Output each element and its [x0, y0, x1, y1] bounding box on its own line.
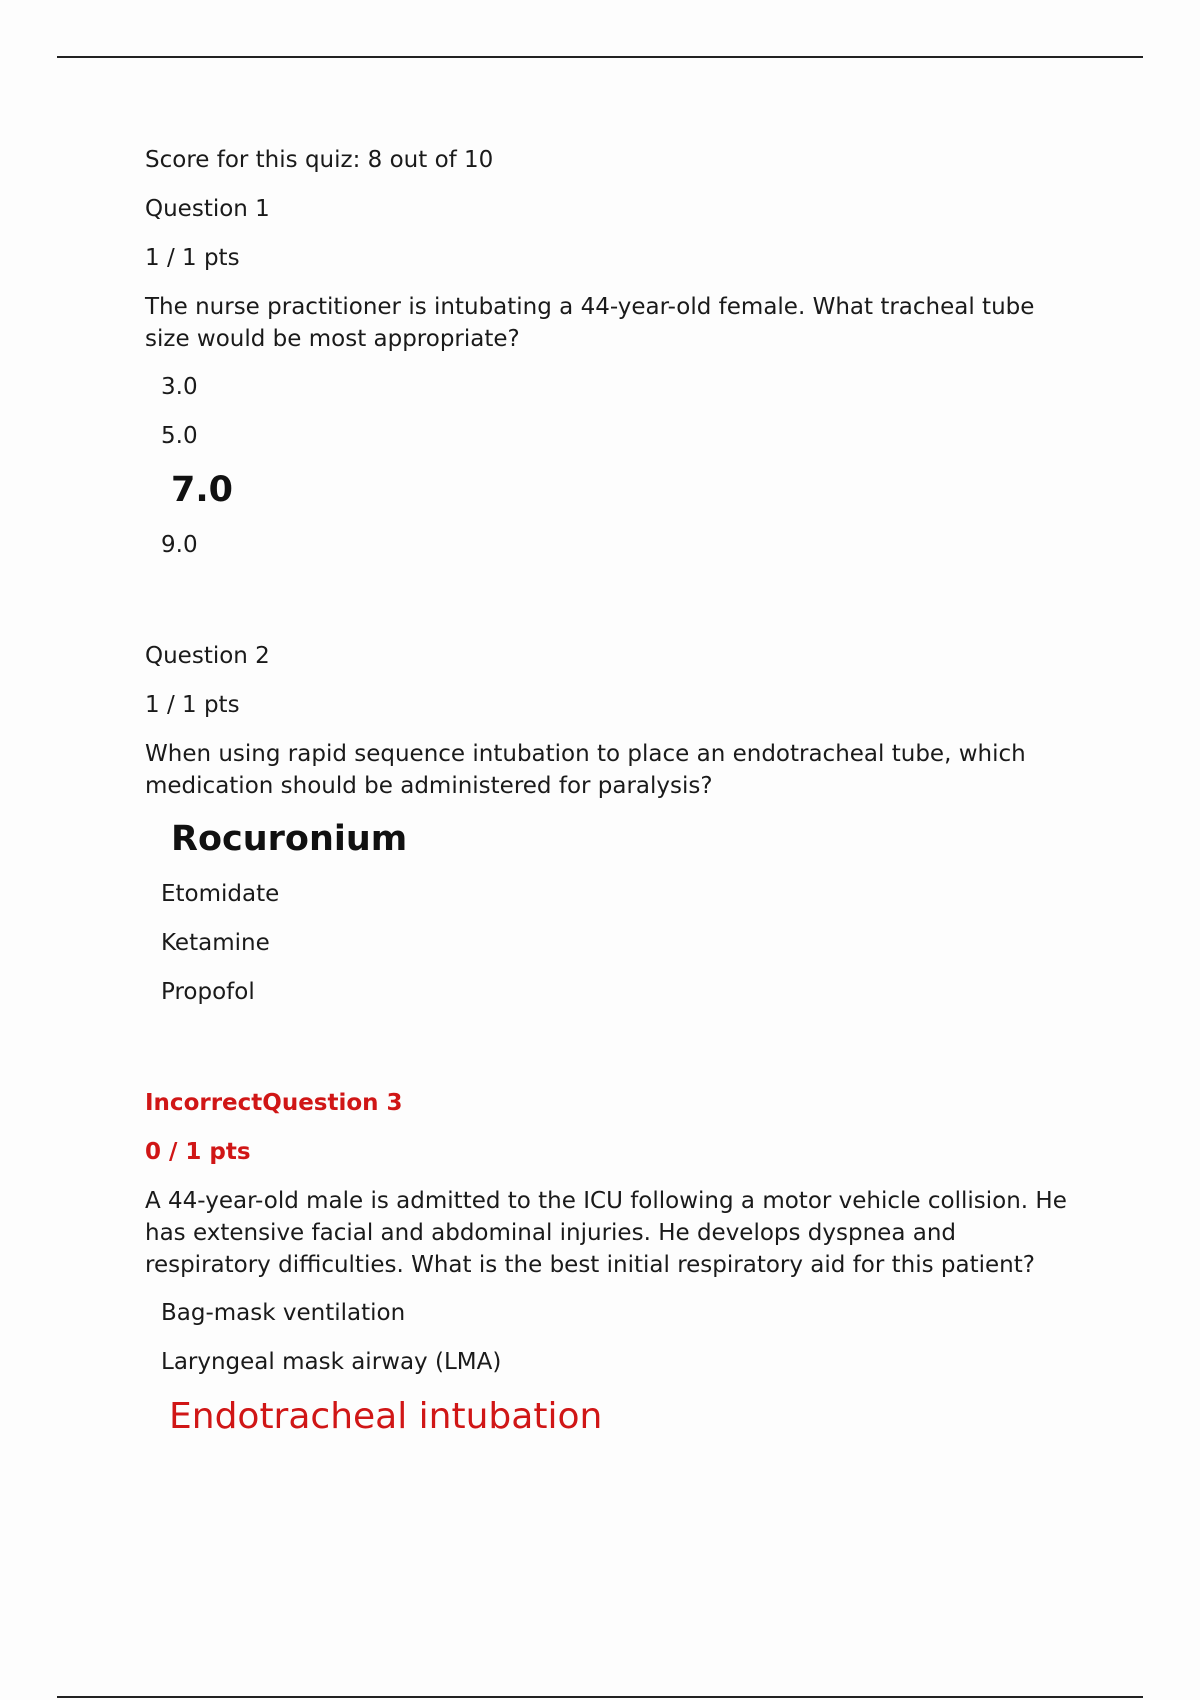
question-2 — [145, 640, 1085, 1008]
answer-list — [145, 371, 1085, 561]
top-rule — [57, 56, 1143, 58]
question-title: Question 1 — [145, 196, 270, 222]
question-text: When using rapid sequence intubation to place an endotracheal tube, which medication should be administered for paralysis? — [145, 741, 1026, 799]
question-text: The nurse practitioner is intubating a 44-year-old female. What tracheal tube size would be most appropriate? — [145, 294, 1035, 352]
question-text: A 44-year-old male is admitted to the ICU following a motor vehicle collision. He has extensive facial and abdominal injuries. He develops dyspnea and respiratory difficulties. What is the best initial respiratory aid for this patient? — [145, 1188, 1067, 1278]
quiz-results — [145, 144, 1085, 1456]
question-points-incorrect: 0 / 1 pts — [145, 1139, 251, 1165]
answer-list — [145, 818, 1085, 1008]
question-title: Question 2 — [145, 643, 270, 669]
answer-list — [145, 1297, 1085, 1439]
selected-answer-incorrect[interactable]: Endotracheal intubation — [169, 1396, 603, 1437]
quiz-score: Score for this quiz: 8 out of 10 — [145, 147, 494, 173]
answer-option[interactable]: 3.0 — [161, 374, 198, 400]
answer-option[interactable]: Bag-mask ventilation — [161, 1300, 406, 1326]
question-3 — [145, 1087, 1085, 1439]
answer-option[interactable]: Propofol — [161, 979, 255, 1005]
question-points: 1 / 1 pts — [145, 692, 240, 718]
question-title-incorrect: IncorrectQuestion 3 — [145, 1090, 403, 1116]
selected-answer[interactable]: Rocuronium — [171, 819, 408, 859]
answer-option[interactable]: 9.0 — [161, 532, 198, 558]
answer-option[interactable]: Ketamine — [161, 930, 270, 956]
question-points: 1 / 1 pts — [145, 245, 240, 271]
answer-option[interactable]: 5.0 — [161, 423, 198, 449]
answer-option[interactable]: Etomidate — [161, 881, 280, 907]
bottom-rule — [57, 1696, 1143, 1698]
question-1 — [145, 193, 1085, 561]
answer-option[interactable]: Laryngeal mask airway (LMA) — [161, 1349, 502, 1375]
selected-answer[interactable]: 7.0 — [171, 470, 234, 510]
